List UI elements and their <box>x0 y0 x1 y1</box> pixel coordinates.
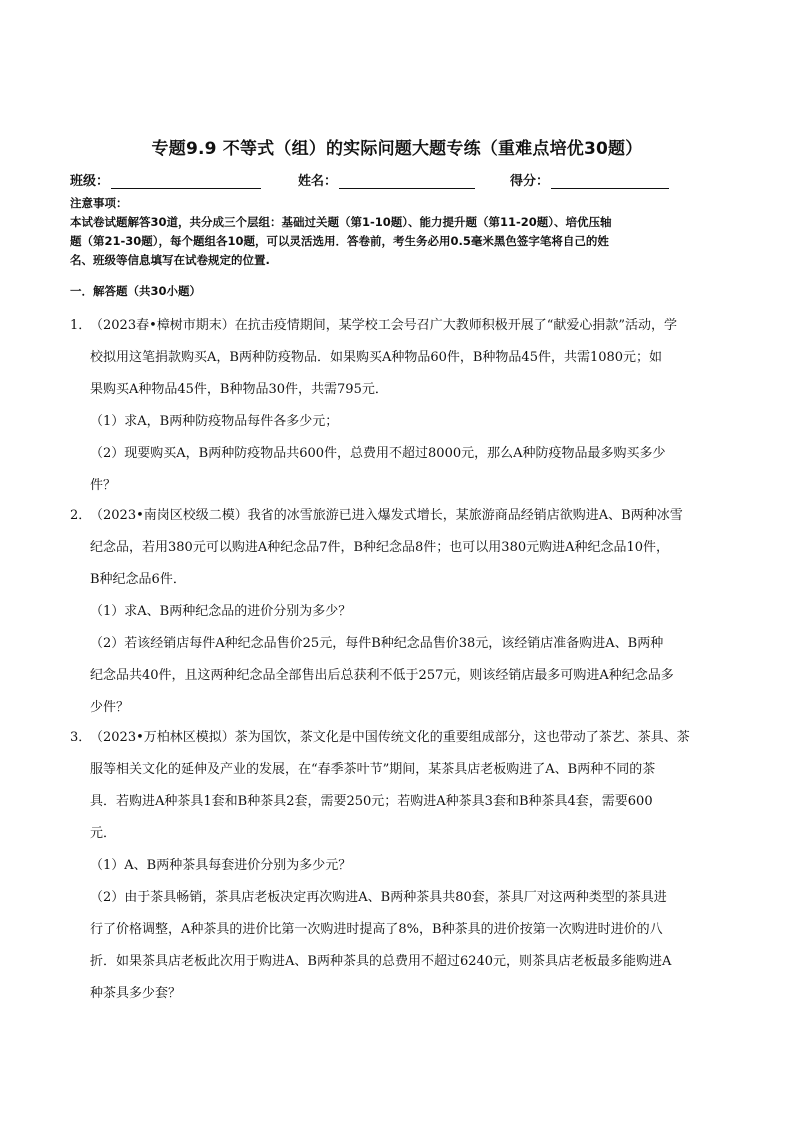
question-part-line: 少件？ <box>90 700 130 715</box>
question-2 <box>70 500 730 724</box>
question-part-line: 行了价格调整，A种茶具的进价比第一次购进时提高了8%，B种茶具的进价按第一次购进时进价的八 <box>90 922 663 937</box>
question-number: 2． <box>70 508 92 523</box>
section-title: 一．解答题（共30小题） <box>70 284 202 298</box>
page-title: 专题9.9 不等式（组）的实际问题大题专练（重难点培优30题） <box>151 139 643 159</box>
question-stem-line: B种纪念品6件． <box>90 572 186 587</box>
name-field <box>298 170 475 189</box>
class-blank[interactable] <box>111 174 261 189</box>
name-label: 姓名： <box>298 174 338 189</box>
notice-heading: 注意事项： <box>70 196 128 210</box>
question-stem-line: 元． <box>90 826 117 841</box>
notice-body <box>70 213 730 270</box>
question-number: 3． <box>70 730 92 745</box>
question-stem-line: 纪念品，若用380元可以购进A种纪念品7件，B种纪念品8件；也可以用380元购进A种纪念品10件， <box>90 540 670 555</box>
notice-line: 本试卷试题解答30道，共分成三个层组：基础过关题（第1-10题）、能力提升题（第11-20题）、培优压轴 <box>70 215 612 229</box>
question-part-line: 件？ <box>90 478 117 493</box>
question-stem: 1．（2023春•樟树市期末）在抗击疫情期间，某学校工会号召广大教师积极开展了“献爱心捐款”活动，学 <box>70 310 730 342</box>
question-3 <box>70 722 730 1010</box>
question-part: （1）求A，B两种防疫物品每件各多少元； <box>90 414 339 429</box>
question-number: 1． <box>70 318 92 333</box>
score-field <box>510 170 669 189</box>
student-info-row <box>70 170 730 192</box>
question-part: （1）A、B两种茶具每套进价分别为多少元？ <box>90 858 352 873</box>
score-label: 得分： <box>510 174 550 189</box>
question-1 <box>70 310 730 502</box>
question-stem: 2．（2023•南岗区校级二模）我省的冰雪旅游已进入爆发式增长，某旅游商品经销店欲购进A、B两种冰雪 <box>70 500 730 532</box>
class-field <box>70 170 261 189</box>
question-part-line: 种茶具多少套？ <box>90 986 182 1001</box>
question-part-line: 纪念品共40件，且这两种纪念品全部售出后总获利不低于257元，则该经销店最多可购进A种纪念品多 <box>90 668 674 683</box>
name-blank[interactable] <box>339 174 475 189</box>
question-stem-line: 具．若购进A种茶具1套和B种茶具2套，需要250元；若购进A种茶具3套和B种茶具4套，需要600 <box>90 794 653 809</box>
notice-line: 题（第21-30题），每个题组各10题，可以灵活选用．答卷前，考生务必用0.5毫米黑色签字笔将自己的姓 <box>70 234 609 248</box>
class-label: 班级： <box>70 174 110 189</box>
question-part-line: 折．如果茶具店老板此次用于购进A、B两种茶具的总费用不超过6240元，则茶具店老板最多能购进A <box>90 954 672 969</box>
question-part: （1）求A、B两种纪念品的进价分别为多少？ <box>90 604 352 619</box>
question-stem-line: 校拟用这笔捐款购买A，B两种防疫物品．如果购买A种物品60件，B种物品45件，共需1080元；如 <box>90 350 663 365</box>
question-part: （2）现要购买A，B两种防疫物品共600件，总费用不超过8000元，那么A种防疫物品最多购买多少 <box>90 446 666 461</box>
question-part: （2）若该经销店每件A种纪念品售价25元，每件B种纪念品售价38元，该经销店准备购进A、B两种 <box>90 636 664 651</box>
score-blank[interactable] <box>551 174 669 189</box>
notice-line: 名、班级等信息填写在试卷规定的位置. <box>70 253 270 267</box>
question-part: （2）由于茶具畅销，茶具店老板决定再次购进A、B两种茶具共80套，茶具厂对这两种类型的茶具进 <box>90 890 667 905</box>
question-stem-line: 服等相关文化的延伸及产业的发展，在“春季茶叶节”期间，某茶具店老板购进了A、B两种不同的茶 <box>90 762 656 777</box>
question-stem-line: 果购买A种物品45件，B种物品30件，共需795元． <box>90 382 388 397</box>
question-stem: 3．（2023•万柏林区模拟）茶为国饮，茶文化是中国传统文化的重要组成部分，这也带动了茶艺、茶具、茶 <box>70 722 730 754</box>
